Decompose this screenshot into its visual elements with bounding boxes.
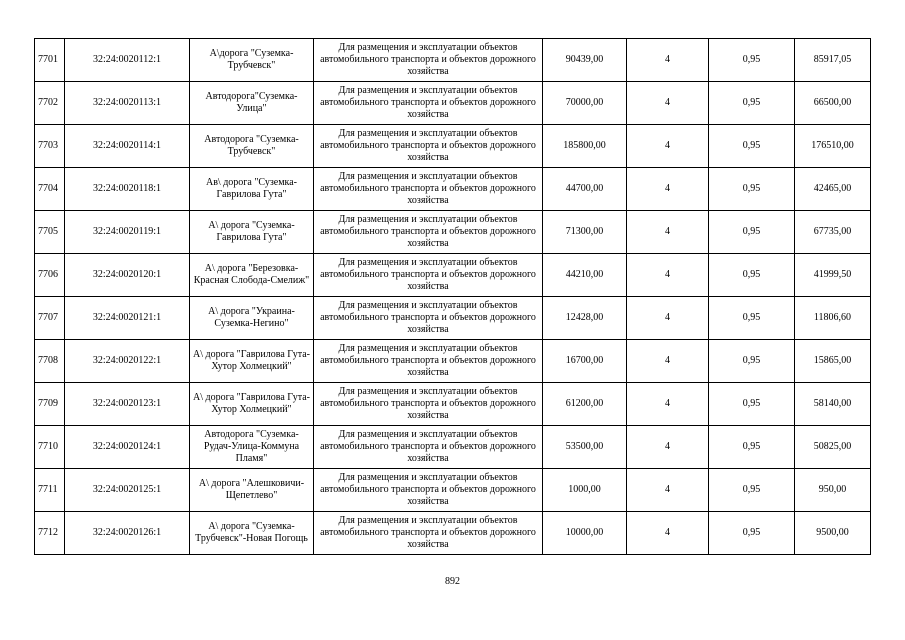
cadastral-number: 32:24:0020118:1 [65,168,190,211]
row-number: 7701 [35,39,65,82]
land-purpose: Для размещения и эксплуатации объектов автомобильного транспорта и объектов дорожного хозяйства [314,297,543,340]
row-number: 7708 [35,340,65,383]
area-value: 44210,00 [543,254,627,297]
coefficient-value: 0,95 [709,512,795,555]
land-registry-table [34,38,871,555]
row-number: 7706 [35,254,65,297]
object-name: А\дорога "Суземка-Трубчевск" [190,39,314,82]
table-row [35,211,871,254]
group-value: 4 [627,469,709,512]
row-number: 7702 [35,82,65,125]
area-value: 70000,00 [543,82,627,125]
row-number: 7709 [35,383,65,426]
coefficient-value: 0,95 [709,211,795,254]
object-name: Автодорога "Суземка-Трубчевск" [190,125,314,168]
group-value: 4 [627,383,709,426]
row-number: 7712 [35,512,65,555]
table-body [35,39,871,555]
table-row [35,82,871,125]
row-number: 7710 [35,426,65,469]
cadastral-value: 50825,00 [795,426,871,469]
group-value: 4 [627,168,709,211]
land-purpose: Для размещения и эксплуатации объектов автомобильного транспорта и объектов дорожного хозяйства [314,254,543,297]
cadastral-number: 32:24:0020126:1 [65,512,190,555]
cadastral-number: 32:24:0020112:1 [65,39,190,82]
coefficient-value: 0,95 [709,125,795,168]
coefficient-value: 0,95 [709,340,795,383]
cadastral-number: 32:24:0020120:1 [65,254,190,297]
table-row [35,297,871,340]
row-number: 7703 [35,125,65,168]
coefficient-value: 0,95 [709,254,795,297]
land-purpose: Для размещения и эксплуатации объектов автомобильного транспорта и объектов дорожного хозяйства [314,211,543,254]
cadastral-value: 176510,00 [795,125,871,168]
cadastral-value: 41999,50 [795,254,871,297]
area-value: 71300,00 [543,211,627,254]
area-value: 1000,00 [543,469,627,512]
row-number: 7705 [35,211,65,254]
object-name: А\ дорога "Алешковичи-Щепетлево" [190,469,314,512]
group-value: 4 [627,512,709,555]
coefficient-value: 0,95 [709,39,795,82]
group-value: 4 [627,340,709,383]
cadastral-value: 11806,60 [795,297,871,340]
cadastral-number: 32:24:0020121:1 [65,297,190,340]
group-value: 4 [627,125,709,168]
area-value: 53500,00 [543,426,627,469]
object-name: А\ дорога "Березовка-Красная Слобода-Смелиж" [190,254,314,297]
table-row [35,39,871,82]
table-row [35,469,871,512]
object-name: А\ дорога "Суземка-Гаврилова Гута" [190,211,314,254]
land-purpose: Для размещения и эксплуатации объектов автомобильного транспорта и объектов дорожного хозяйства [314,512,543,555]
row-number: 7704 [35,168,65,211]
land-purpose: Для размещения и эксплуатации объектов автомобильного транспорта и объектов дорожного хозяйства [314,82,543,125]
area-value: 10000,00 [543,512,627,555]
group-value: 4 [627,426,709,469]
cadastral-value: 42465,00 [795,168,871,211]
cadastral-value: 15865,00 [795,340,871,383]
coefficient-value: 0,95 [709,82,795,125]
table-row [35,254,871,297]
area-value: 16700,00 [543,340,627,383]
coefficient-value: 0,95 [709,168,795,211]
table-row [35,512,871,555]
table-row [35,340,871,383]
cadastral-number: 32:24:0020114:1 [65,125,190,168]
cadastral-value: 58140,00 [795,383,871,426]
object-name: А\ дорога "Украина-Суземка-Негино" [190,297,314,340]
cadastral-number: 32:24:0020124:1 [65,426,190,469]
coefficient-value: 0,95 [709,297,795,340]
area-value: 185800,00 [543,125,627,168]
land-purpose: Для размещения и эксплуатации объектов автомобильного транспорта и объектов дорожного хозяйства [314,469,543,512]
table-row [35,125,871,168]
cadastral-value: 85917,05 [795,39,871,82]
cadastral-value: 66500,00 [795,82,871,125]
group-value: 4 [627,39,709,82]
land-purpose: Для размещения и эксплуатации объектов автомобильного транспорта и объектов дорожного хозяйства [314,39,543,82]
cadastral-number: 32:24:0020113:1 [65,82,190,125]
object-name: А\ дорога "Гаврилова Гута-Хутор Холмецкий" [190,340,314,383]
coefficient-value: 0,95 [709,383,795,426]
group-value: 4 [627,82,709,125]
table-row [35,383,871,426]
land-purpose: Для размещения и эксплуатации объектов автомобильного транспорта и объектов дорожного хозяйства [314,168,543,211]
area-value: 61200,00 [543,383,627,426]
cadastral-number: 32:24:0020123:1 [65,383,190,426]
object-name: Автодорога "Суземка-Рудач-Улица-Коммуна Пламя" [190,426,314,469]
row-number: 7707 [35,297,65,340]
area-value: 44700,00 [543,168,627,211]
row-number: 7711 [35,469,65,512]
group-value: 4 [627,254,709,297]
cadastral-number: 32:24:0020125:1 [65,469,190,512]
land-purpose: Для размещения и эксплуатации объектов автомобильного транспорта и объектов дорожного хозяйства [314,426,543,469]
land-purpose: Для размещения и эксплуатации объектов автомобильного транспорта и объектов дорожного хозяйства [314,340,543,383]
land-purpose: Для размещения и эксплуатации объектов автомобильного транспорта и объектов дорожного хозяйства [314,383,543,426]
cadastral-value: 950,00 [795,469,871,512]
object-name: А\ дорога "Гаврилова Гута-Хутор Холмецкий" [190,383,314,426]
cadastral-value: 67735,00 [795,211,871,254]
cadastral-number: 32:24:0020119:1 [65,211,190,254]
object-name: Автодорога"Суземка-Улица" [190,82,314,125]
table-row [35,426,871,469]
cadastral-value: 9500,00 [795,512,871,555]
coefficient-value: 0,95 [709,469,795,512]
group-value: 4 [627,211,709,254]
land-purpose: Для размещения и эксплуатации объектов автомобильного транспорта и объектов дорожного хозяйства [314,125,543,168]
coefficient-value: 0,95 [709,426,795,469]
table-row [35,168,871,211]
area-value: 12428,00 [543,297,627,340]
group-value: 4 [627,297,709,340]
page-number: 892 [445,576,460,587]
object-name: Ав\ дорога "Суземка-Гаврилова Гута" [190,168,314,211]
cadastral-number: 32:24:0020122:1 [65,340,190,383]
area-value: 90439,00 [543,39,627,82]
object-name: А\ дорога "Суземка-Трубчевск"-Новая Погощь [190,512,314,555]
